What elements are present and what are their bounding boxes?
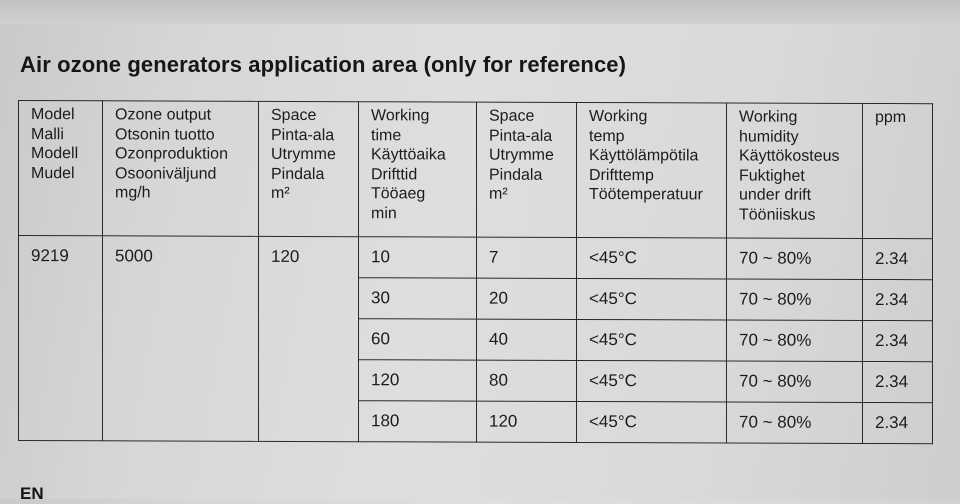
header-line: Tööniiskus: [739, 206, 816, 224]
header-line: Working: [739, 108, 798, 126]
header-line: ppm: [875, 108, 907, 127]
header-line: time: [371, 126, 402, 144]
header-line: Otsonin tuotto: [115, 125, 215, 144]
humidity-cell: 70 ~ 80%: [727, 279, 863, 320]
application-area-table: [18, 100, 933, 444]
header-line: m²: [271, 184, 290, 202]
temp-cell: <45°C: [577, 401, 727, 443]
area-cell: 20: [477, 278, 577, 319]
header-line: Drifttid: [371, 165, 418, 183]
area-cell: 80: [477, 360, 577, 401]
header-line: Working: [371, 107, 430, 125]
ppm-cell: 2.34: [863, 238, 933, 279]
header-line: Pindala: [271, 165, 325, 183]
header-line: Space: [271, 106, 317, 125]
header-line: Mudel: [31, 164, 75, 182]
humidity-cell: 70 ~ 80%: [727, 361, 863, 402]
header-line: Pinta-ala: [489, 127, 553, 145]
time-cell: 30: [359, 278, 477, 319]
header-line: Käyttölämpötila: [589, 146, 699, 165]
paper-edge: [0, 0, 960, 24]
header-line: Käyttöaika: [371, 146, 446, 164]
header-line: mg/h: [115, 184, 151, 202]
ppm-cell: 2.34: [863, 320, 933, 361]
header-ppm: [863, 103, 933, 238]
header-row: [19, 101, 933, 239]
time-cell: 10: [359, 237, 477, 278]
temp-cell: <45°C: [577, 278, 727, 320]
temp-cell: <45°C: [577, 237, 727, 279]
header-working-time: [359, 102, 477, 237]
header-line: Drifttemp: [589, 166, 654, 184]
header-line: m²: [489, 185, 508, 203]
ppm-cell: 2.34: [863, 402, 933, 443]
header-line: Utrymme: [271, 145, 336, 164]
temp-cell: <45°C: [577, 319, 727, 361]
header-space-area: [477, 102, 577, 237]
ppm-cell: 2.34: [863, 279, 933, 320]
humidity-cell: 70 ~ 80%: [727, 402, 863, 443]
humidity-cell: 70 ~ 80%: [727, 320, 863, 361]
header-working-temp: [577, 102, 727, 238]
header-ozone-output: [103, 101, 259, 237]
time-cell: 120: [359, 360, 477, 401]
header-line: Osooniväljund: [115, 164, 217, 183]
header-line: under drift: [739, 186, 812, 204]
header-line: Ozonproduktion: [115, 145, 228, 163]
language-code: EN: [20, 484, 44, 503]
header-line: Fuktighet: [739, 167, 805, 185]
time-cell: 180: [359, 401, 477, 442]
model-cell: 9219: [19, 236, 103, 441]
header-working-humidity: [727, 103, 863, 238]
header-line: Töötemperatuur: [589, 185, 703, 204]
table-row: [19, 236, 933, 280]
area-cell: 120: [477, 401, 577, 442]
header-line: humidity: [739, 128, 799, 146]
header-line: Working: [589, 107, 648, 126]
ozone-output-cell: 5000: [103, 236, 259, 442]
time-cell: 60: [359, 319, 477, 360]
header-line: Käyttökosteus: [739, 147, 840, 165]
header-line: temp: [589, 127, 625, 145]
page-title: Air ozone generators application area (only for reference): [20, 52, 627, 77]
header-line: Malli: [31, 125, 64, 143]
header-line: Modell: [31, 145, 79, 163]
header-line: Pindala: [489, 166, 543, 184]
header-line: Pinta-ala: [271, 126, 335, 144]
header-line: Tööaeg: [371, 185, 426, 203]
area-cell: 7: [477, 237, 577, 278]
humidity-cell: 70 ~ 80%: [727, 238, 863, 279]
header-line: Ozone output: [115, 106, 212, 124]
header-line: Model: [31, 106, 75, 124]
header-space: [259, 101, 359, 236]
area-cell: 40: [477, 319, 577, 360]
space-cell: 120: [259, 236, 359, 441]
temp-cell: <45°C: [577, 360, 727, 402]
header-line: Space: [489, 107, 535, 125]
header-line: Utrymme: [489, 146, 554, 164]
header-line: min: [371, 204, 397, 222]
ppm-cell: 2.34: [863, 361, 933, 402]
header-model: [19, 101, 103, 236]
